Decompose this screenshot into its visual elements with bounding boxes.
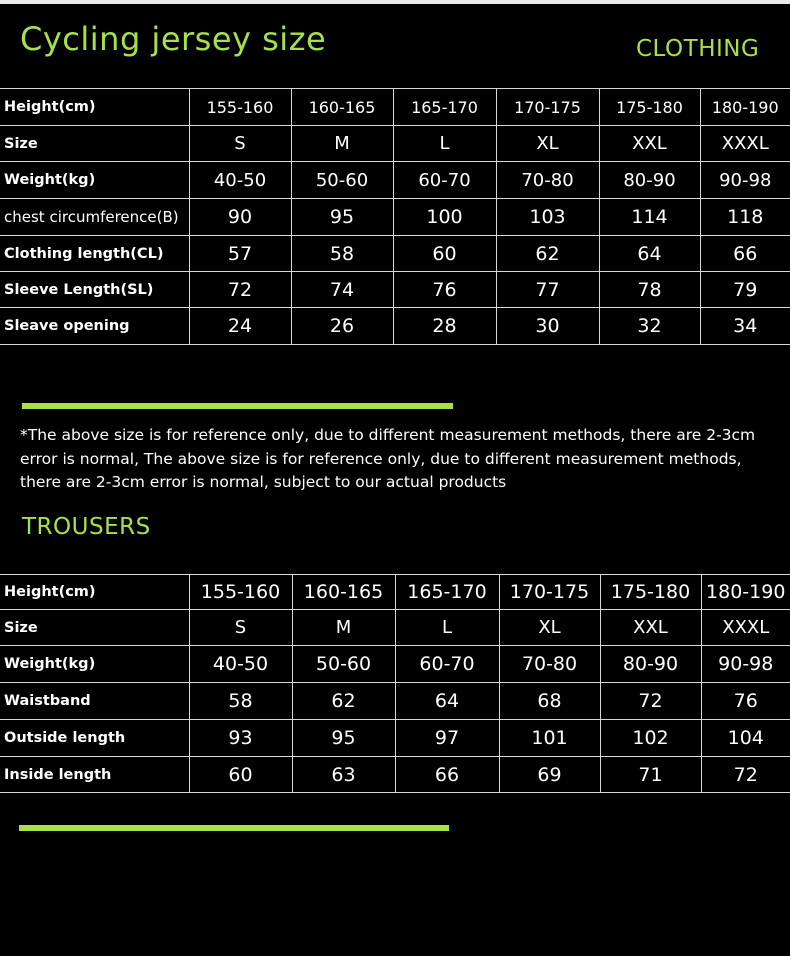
jersey-size-table [0,88,790,345]
page-title: Cycling jersey size [20,20,327,58]
table-cell: 24 [189,308,291,345]
table-cell: S [189,126,291,162]
table-cell: 101 [499,720,600,757]
table-cell: 100 [393,199,496,236]
table-cell: 64 [599,236,700,272]
row-label: chest circumference(B) [0,199,189,236]
table-cell: 60 [393,236,496,272]
table-cell: XXXL [700,126,790,162]
top-border-line [0,0,790,4]
table-row [0,236,790,272]
table-cell: 70-80 [499,646,600,683]
table-cell: 90 [189,199,291,236]
row-label: Clothing length(CL) [0,236,189,272]
table-cell: 165-170 [393,89,496,126]
table-cell: 66 [700,236,790,272]
table-cell: 79 [700,272,790,308]
table-cell: 80-90 [599,162,700,199]
table-cell: 50-60 [291,162,393,199]
table-cell: 78 [599,272,700,308]
table-cell: 28 [393,308,496,345]
table-cell: 57 [189,236,291,272]
clothing-section-label: CLOTHING [636,36,760,62]
table-cell: 72 [189,272,291,308]
table-cell: L [395,610,499,646]
table-row [0,720,790,757]
table-cell: XL [499,610,600,646]
table-cell: 97 [395,720,499,757]
row-label: Sleeve Length(SL) [0,272,189,308]
table-cell: 76 [701,683,790,720]
table-cell: M [291,126,393,162]
table-cell: 34 [700,308,790,345]
row-label: Weight(kg) [0,162,189,199]
table-cell: 175-180 [599,89,700,126]
table-cell: 30 [496,308,599,345]
table-cell: 50-60 [292,646,395,683]
table-cell: 104 [701,720,790,757]
table-cell: 170-175 [499,575,600,610]
table-cell: M [292,610,395,646]
table-cell: 72 [600,683,701,720]
table-cell: 63 [292,757,395,793]
table-cell: 180-190 [701,575,790,610]
table-cell: 58 [291,236,393,272]
table-cell: 160-165 [291,89,393,126]
table-cell: 95 [292,720,395,757]
table-row [0,683,790,720]
table-cell: 58 [189,683,292,720]
table-cell: 155-160 [189,89,291,126]
accent-divider-bar [19,825,449,831]
table-cell: XXXL [701,610,790,646]
table-cell: 155-160 [189,575,292,610]
table-cell: 77 [496,272,599,308]
table-row [0,89,790,126]
row-label: Sleave opening [0,308,189,345]
table-cell: 114 [599,199,700,236]
table-row [0,308,790,345]
table-cell: L [393,126,496,162]
table-cell: 40-50 [189,646,292,683]
table-cell: 93 [189,720,292,757]
table-cell: S [189,610,292,646]
table-cell: 102 [600,720,701,757]
table-row [0,162,790,199]
table-cell: 118 [700,199,790,236]
table-cell: 62 [496,236,599,272]
table-row [0,199,790,236]
table-cell: 165-170 [395,575,499,610]
row-label: Height(cm) [0,575,189,610]
table-cell: 60 [189,757,292,793]
row-label: Waistband [0,683,189,720]
table-cell: 90-98 [700,162,790,199]
trousers-section-label: TROUSERS [22,514,151,540]
table-cell: XL [496,126,599,162]
table-cell: 72 [701,757,790,793]
table-cell: 103 [496,199,599,236]
table-cell: 95 [291,199,393,236]
row-label: Weight(kg) [0,646,189,683]
table-cell: 68 [499,683,600,720]
table-cell: 40-50 [189,162,291,199]
table-row [0,610,790,646]
table-cell: 71 [600,757,701,793]
table-row [0,272,790,308]
table-cell: 175-180 [600,575,701,610]
row-label: Inside length [0,757,189,793]
table-row [0,646,790,683]
row-label: Size [0,610,189,646]
row-label: Height(cm) [0,89,189,126]
table-row [0,757,790,793]
table-cell: XXL [600,610,701,646]
row-label: Outside length [0,720,189,757]
table-cell: XXL [599,126,700,162]
table-cell: 62 [292,683,395,720]
table-row [0,126,790,162]
table-cell: 74 [291,272,393,308]
row-label: Size [0,126,189,162]
size-disclaimer-note: *The above size is for reference only, due to different measurement methods, there are 2-3cm error is normal, The above size is for reference only, due to different measurement methods, there are 2-3cm error is normal, subject to our actual products [20,426,756,491]
trousers-size-table [0,574,790,793]
table-cell: 60-70 [395,646,499,683]
table-row [0,575,790,610]
table-cell: 69 [499,757,600,793]
table-cell: 76 [393,272,496,308]
table-cell: 26 [291,308,393,345]
table-cell: 64 [395,683,499,720]
table-cell: 170-175 [496,89,599,126]
table-cell: 160-165 [292,575,395,610]
accent-divider-bar [22,403,453,409]
table-cell: 180-190 [700,89,790,126]
table-cell: 70-80 [496,162,599,199]
table-cell: 60-70 [393,162,496,199]
table-cell: 80-90 [600,646,701,683]
table-cell: 32 [599,308,700,345]
table-cell: 66 [395,757,499,793]
table-cell: 90-98 [701,646,790,683]
